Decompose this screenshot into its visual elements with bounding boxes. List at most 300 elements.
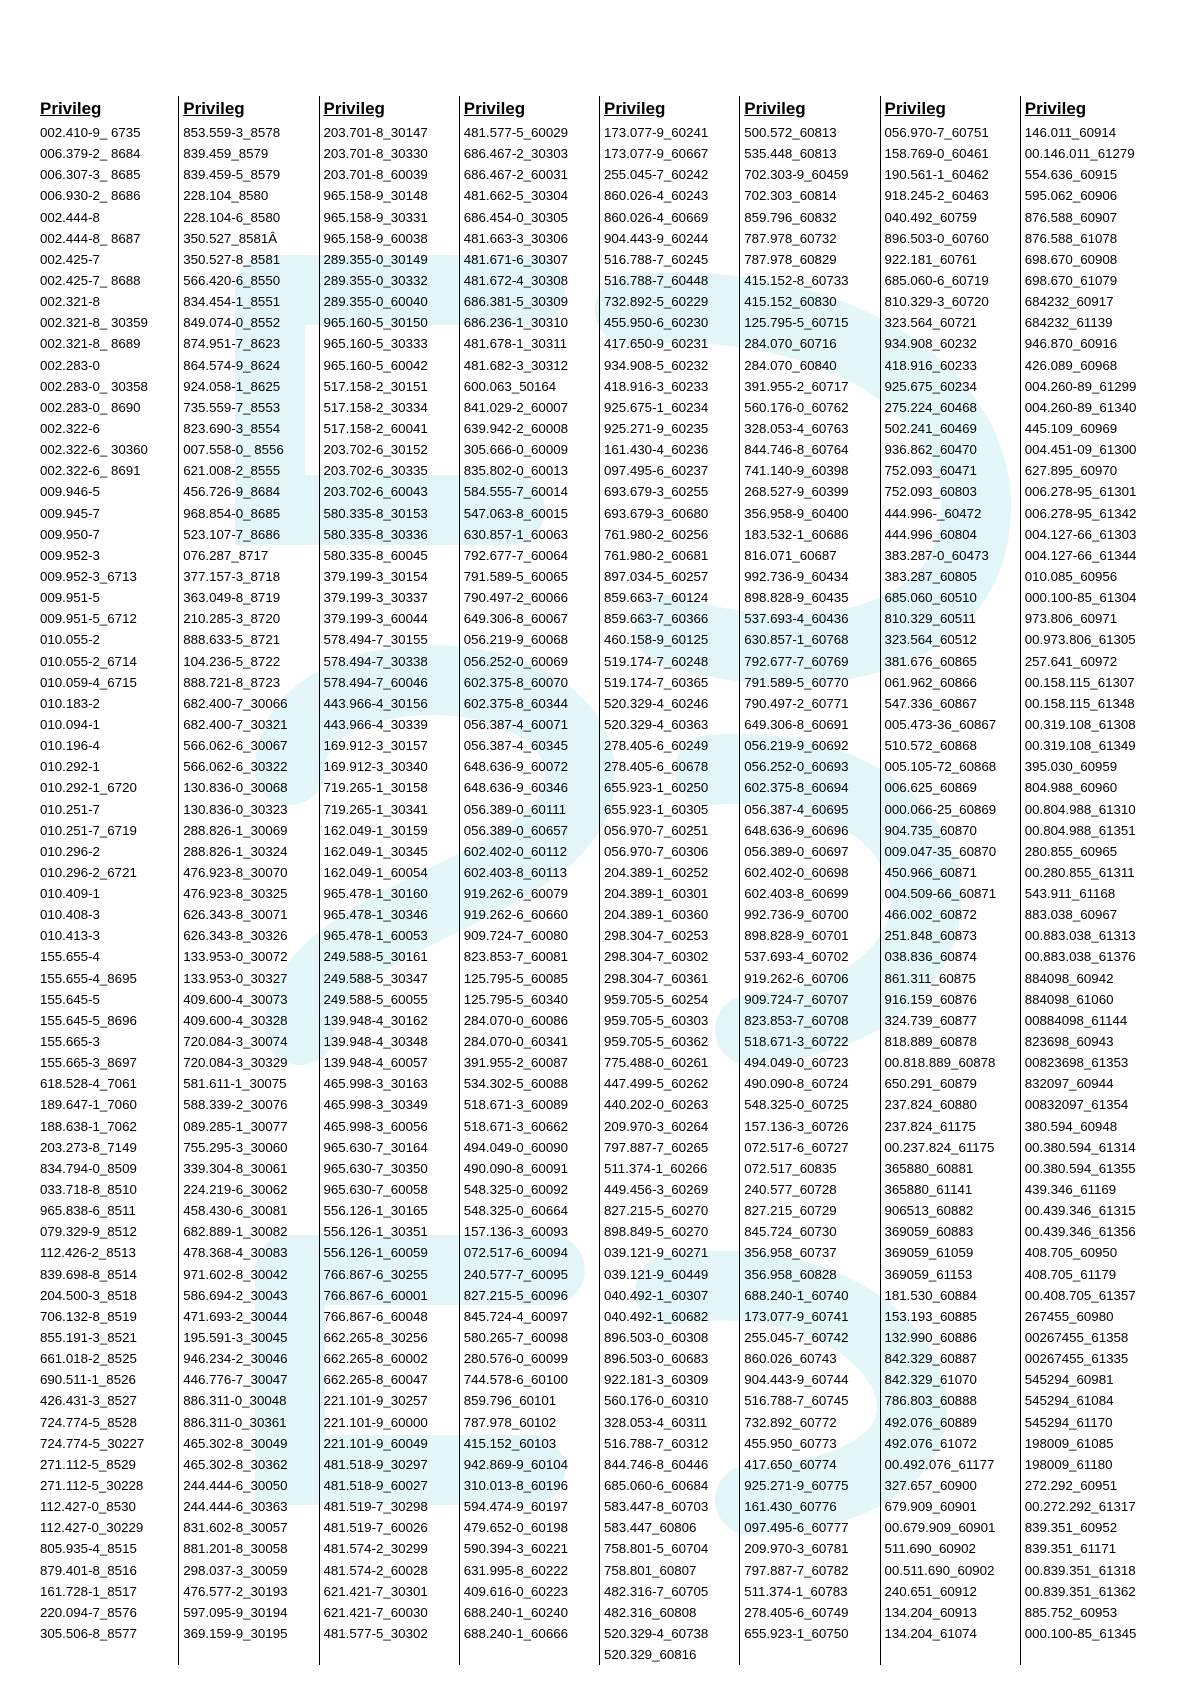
table-cell: 520.329_60816: [604, 1647, 697, 1663]
table-cell: 588.339-2_30076: [183, 1097, 288, 1113]
table-cell: 853.559-3_8578: [183, 125, 281, 140]
table-cell: 859.663-7_60124: [604, 590, 709, 606]
table-cell: 519.174-7_60365: [604, 674, 709, 690]
table-cell: 688.240-1_60740: [744, 1287, 849, 1303]
table-cell: 481.519-7_60026: [323, 1520, 428, 1536]
table-cell: 00832097_61354: [1024, 1097, 1129, 1113]
table-cell: 992.736-9_60700: [744, 907, 849, 923]
table-cell: 904.735_60870: [884, 822, 977, 838]
table-cell: 268.527-9_60399: [744, 484, 849, 500]
table-cell: 621.421-7_30301: [323, 1583, 428, 1599]
table-cell: 919.262-6_60706: [744, 970, 849, 986]
table-cell: 323.564_60512: [884, 632, 977, 648]
table-cell: 189.647-1_7060: [40, 1097, 137, 1113]
table-cell: 719.265-1_30341: [323, 801, 428, 817]
table-cell: 791.589-5_60065: [463, 568, 569, 584]
table-cell: 369059_60883: [884, 1224, 974, 1240]
table-cell: 909.724-7_60080: [463, 928, 569, 944]
table-cell: 255.045-7_60242: [604, 167, 709, 183]
table-cell: 097.495-6_60777: [744, 1520, 849, 1536]
table-cell: 481.662-5_30304: [463, 188, 569, 204]
table-cell: 006.379-2_ 8684: [40, 146, 141, 162]
table-cell: 965.630-7_60058: [323, 1182, 428, 1198]
table-cell: 478.368-4_30083: [183, 1245, 288, 1261]
table-cell: 688.240-1_60666: [463, 1625, 569, 1641]
table-cell: 916.159_60876: [884, 991, 977, 1007]
table-cell: 00.973.806_61305: [1024, 632, 1136, 648]
table-cell: 00.237.824_61175: [884, 1139, 995, 1155]
table-cell: 278.405-6_60678: [604, 759, 709, 775]
table-cell: 752.093_60471: [884, 463, 977, 479]
table-cell: 391.955-2_60087: [463, 1055, 569, 1071]
table-cell: 934.908-5_60232: [604, 357, 709, 373]
table-cell: 158.769-0_60461: [884, 146, 989, 162]
table-cell: 690.511-1_8526: [40, 1372, 136, 1388]
table-cell: 383.287_60805: [884, 568, 977, 584]
table-cell: 685.060_60510: [884, 590, 977, 606]
table-cell: 845.724-4_60097: [463, 1308, 569, 1324]
table-cell: 210.285-3_8720: [183, 611, 281, 627]
table-cell: 039.121-9_60449: [604, 1266, 709, 1282]
table-cell: 130.836-0_30323: [183, 801, 288, 817]
table-cell: 761.980-2_60681: [604, 547, 709, 563]
table-cell: 537.693-4_60702: [744, 949, 849, 965]
table-cell: 267455_60980: [1024, 1308, 1114, 1324]
table-cell: 466.002_60872: [884, 907, 977, 923]
table-cell: 204.389-1_60252: [604, 864, 709, 880]
table-cell: 415.152_60103: [463, 1435, 557, 1451]
table-cell: 002.410-9_ 6735: [40, 125, 141, 140]
table-cell: 516.788-7_60245: [604, 251, 709, 267]
table-cell: 834.454-1_8551: [183, 294, 281, 310]
table-cell: 787.978_60102: [463, 1414, 557, 1430]
table-cell: 732.892-5_60229: [604, 294, 709, 310]
table-cell: 409.600-4_30073: [183, 991, 288, 1007]
table-cell: 481.672-4_30308: [463, 272, 569, 288]
table-cell: 860.026-4_60243: [604, 188, 709, 204]
table-cell: 965.478-1_30346: [323, 907, 428, 923]
table-cell: 922.181-3_60309: [604, 1372, 709, 1388]
table-cell: 602.403-8_60113: [463, 864, 568, 880]
table-cell: 490.090-8_60724: [744, 1076, 849, 1092]
table-cell: 936.862_60470: [884, 442, 977, 458]
column-3: [319, 96, 459, 1665]
table-cell: 685.060-6_60684: [604, 1478, 709, 1493]
table-cell: 881.201-8_30058: [183, 1541, 288, 1557]
table-cell: 992.736-9_60434: [744, 568, 849, 584]
table-cell: 973.806_60971: [1024, 611, 1118, 627]
table-cell: 884098_60942: [1024, 970, 1114, 986]
table-cell: 271.112-5_30228: [40, 1478, 144, 1493]
table-cell: 240.577-7_60095: [463, 1266, 569, 1282]
table-cell: 005.473-36_60867: [884, 716, 997, 732]
table-cell: 072.517-6_60727: [744, 1139, 849, 1155]
table-cell: 133.953-0_30072: [183, 949, 288, 965]
table-cell: 009.946-5: [40, 484, 100, 500]
table-cell: 859.796_60101: [463, 1393, 557, 1409]
table-cell: 959.705-5_60254: [604, 991, 709, 1007]
table-cell: 823.853-7_60708: [744, 1012, 849, 1028]
table-cell: 543.911_61168: [1024, 886, 1116, 902]
table-cell: 662.265-8_30256: [323, 1330, 428, 1346]
table-cell: 000.100-85_61345: [1024, 1625, 1137, 1641]
table-cell: 002.425-7: [40, 251, 100, 267]
table-cell: 203.702-6_30152: [323, 442, 428, 458]
table-cell: 702.303_60814: [744, 188, 837, 204]
table-cell: 481.678-1_30311: [463, 336, 568, 352]
table-cell: 904.443-9_60744: [744, 1372, 849, 1388]
table-cell: 918.245-2_60463: [884, 188, 989, 204]
table-cell: 328.053-4_60311: [604, 1414, 708, 1430]
table-cell: 545294_61170: [1024, 1414, 1113, 1430]
table-cell: 702.303-9_60459: [744, 167, 849, 183]
table-cell: 449.456-3_60269: [604, 1182, 709, 1198]
table-cell: 698.670_60908: [1024, 251, 1118, 267]
table-cell: 00.804.988_61310: [1024, 801, 1136, 817]
table-cell: 580.265-7_60098: [463, 1330, 569, 1346]
table-cell: 896.503-0_60760: [884, 230, 989, 246]
table-cell: 056.387-4_60345: [463, 738, 569, 754]
table-cell: 818.889_60878: [884, 1034, 977, 1050]
table-cell: 621.421-7_60030: [323, 1604, 428, 1620]
table-cell: 377.157-3_8718: [183, 568, 281, 584]
table-cell: 00.492.076_61177: [884, 1456, 995, 1472]
table-cell: 511.374-1_60266: [604, 1160, 708, 1176]
table-cell: 00.679.909_60901: [884, 1520, 996, 1536]
table-cell: 965.160-5_30150: [323, 315, 428, 331]
table-cell: 602.375-8_60694: [744, 780, 849, 796]
table-cell: 827.215-5_60270: [604, 1203, 709, 1219]
table-cell: 203.701-8_30147: [323, 125, 428, 140]
table-cell: 056.389-0_60111: [463, 801, 567, 817]
table-cell: 00.818.889_60878: [884, 1055, 996, 1071]
table-cell: 00.146.011_61279: [1024, 146, 1135, 162]
table-cell: 006.307-3_ 8685: [40, 167, 141, 183]
table-cell: 139.948-4_60057: [323, 1055, 428, 1071]
table-cell: 284.070-0_60086: [463, 1012, 569, 1028]
table-cell: 511.690_60902: [884, 1541, 976, 1557]
table-cell: 925.675-1_60234: [604, 399, 709, 415]
table-cell: 010.055-2: [40, 632, 100, 648]
table-cell: 465.998-3_30349: [323, 1097, 428, 1113]
table-cell: 010.085_60956: [1024, 568, 1118, 584]
table-cell: 859.796_60832: [744, 209, 837, 225]
table-cell: 284.070_60840: [744, 357, 837, 373]
table-cell: 173.077-9_60241: [604, 125, 709, 140]
table-cell: 009.945-7: [40, 505, 100, 521]
table-cell: 581.611-1_30075: [183, 1076, 287, 1092]
table-cell: 792.677-7_60769: [744, 653, 849, 669]
table-cell: 864.574-9_8624: [183, 357, 281, 373]
table-cell: 289.355-0_30332: [323, 272, 428, 288]
table-cell: 481.577-5_30302: [323, 1625, 428, 1641]
table-cell: 741.140-9_60398: [744, 463, 849, 479]
table-cell: 627.895_60970: [1024, 463, 1118, 479]
table-cell: 649.306-8_60691: [744, 716, 849, 732]
table-cell: 510.572_60868: [884, 738, 977, 754]
table-cell: 548.325-0_60725: [744, 1097, 849, 1113]
table-cell: 356.958_60737: [744, 1245, 837, 1261]
table-cell: 209.970-3_60781: [744, 1541, 849, 1557]
table-cell: 000.066-25_60869: [884, 801, 997, 817]
table-cell: 006.278-95_61342: [1024, 505, 1137, 521]
column-6: [739, 96, 879, 1665]
table-cell: 161.430_60776: [744, 1499, 837, 1515]
table-cell: 888.721-8_8723: [183, 674, 281, 690]
table-cell: 298.304-7_60253: [604, 928, 709, 944]
table-cell: 076.287_8717: [183, 547, 269, 563]
table-cell: 959.705-5_60362: [604, 1034, 709, 1050]
table-cell: 010.413-3: [40, 928, 100, 944]
table-cell: 155.655-4_8695: [40, 970, 137, 986]
table-cell: 155.645-5_8696: [40, 1012, 137, 1028]
table-cell: 583.447-8_60703: [604, 1499, 709, 1515]
table-cell: 766.867-6_30255: [323, 1266, 428, 1282]
table-cell: 934.908_60232: [884, 336, 977, 352]
table-cell: 010.094-1: [40, 716, 100, 732]
table-cell: 775.488-0_60261: [604, 1055, 709, 1071]
table-cell: 556.126-1_30165: [323, 1203, 428, 1219]
table-cell: 724.774-5_8528: [40, 1414, 137, 1430]
table-cell: 010.251-7_6719: [40, 822, 137, 838]
table-cell: 679.909_60901: [884, 1499, 977, 1515]
table-cell: 278.405-6_60249: [604, 738, 709, 754]
column-header: Privileg: [40, 99, 102, 118]
table-cell: 056.389-0_60697: [744, 843, 849, 859]
table-cell: 844.746-8_60764: [744, 442, 849, 458]
table-cell: 004.451-09_61300: [1024, 442, 1137, 458]
column-7: [880, 96, 1020, 1665]
table-cell: 460.158-9_60125: [604, 632, 709, 648]
table-cell: 787.978_60829: [744, 251, 837, 267]
table-cell: 481.577-5_60029: [463, 125, 569, 140]
table-cell: 518.671-3_60722: [744, 1034, 849, 1050]
table-cell: 379.199-3_30154: [323, 568, 428, 584]
table-cell: 039.121-9_60271: [604, 1245, 709, 1261]
table-cell: 686.467-2_60031: [463, 167, 569, 183]
table-cell: 965.160-5_30333: [323, 336, 428, 352]
table-cell: 844.746-8_60446: [604, 1456, 709, 1472]
table-cell: 919.262-6_60660: [463, 907, 569, 923]
table-cell: 155.665-3_8697: [40, 1055, 137, 1071]
table-cell: 00.158.115_61348: [1024, 695, 1135, 711]
table-cell: 284.070_60716: [744, 336, 837, 352]
table-cell: 686.236-1_30310: [463, 315, 569, 331]
table-cell: 010.196-4: [40, 738, 100, 754]
table-cell: 162.049-1_30159: [323, 822, 428, 838]
table-cell: 408.705_61179: [1024, 1266, 1117, 1282]
table-cell: 455.950_60773: [744, 1435, 837, 1451]
table-cell: 139.948-4_30348: [323, 1034, 428, 1050]
table-cell: 162.049-1_60054: [323, 864, 428, 880]
table-cell: 534.302-5_60088: [463, 1076, 569, 1092]
table-cell: 481.519-7_30298: [323, 1499, 428, 1515]
table-cell: 00.439.346_61315: [1024, 1203, 1136, 1219]
table-cell: 002.444-8_ 8687: [40, 230, 141, 246]
table-cell: 535.448_60813: [744, 146, 837, 162]
table-cell: 350.527_8581Â: [183, 230, 278, 246]
table-cell: 823.690-3_8554: [183, 420, 281, 436]
table-cell: 00.380.594_61355: [1024, 1160, 1136, 1176]
table-cell: 289.355-0_60040: [323, 294, 428, 310]
table-cell: 204.389-1_60360: [604, 907, 709, 923]
table-cell: 621.008-2_8555: [183, 463, 281, 479]
table-cell: 942.869-9_60104: [463, 1456, 569, 1472]
table-cell: 839.698-8_8514: [40, 1266, 137, 1282]
table-cell: 849.074-0_8552: [183, 315, 281, 331]
table-cell: 363.049-8_8719: [183, 590, 281, 606]
table-cell: 275.224_60468: [884, 399, 977, 415]
table-cell: 560.176-0_60762: [744, 399, 849, 415]
table-cell: 511.374-1_60783: [744, 1583, 848, 1599]
table-cell: 221.101-9_60000: [323, 1414, 428, 1430]
table-cell: 924.058-1_8625: [183, 378, 281, 394]
table-cell: 181.530_60884: [884, 1287, 977, 1303]
table-cell: 693.679-3_60680: [604, 505, 709, 521]
table-cell: 056.387-4_60695: [744, 801, 849, 817]
table-cell: 791.589-5_60770: [744, 674, 849, 690]
table-cell: 00.839.351_61362: [1024, 1583, 1136, 1599]
table-cell: 965.630-7_30164: [323, 1139, 428, 1155]
table-cell: 00267455_61335: [1024, 1351, 1129, 1367]
table-cell: 310.013-8_60196: [463, 1478, 569, 1493]
table-cell: 965.158-9_30148: [323, 188, 428, 204]
table-cell: 965.838-6_8511: [40, 1203, 136, 1219]
table-cell: 134.204_60913: [884, 1604, 977, 1620]
table-cell: 516.788-7_60448: [604, 272, 709, 288]
table-cell: 00.319.108_61308: [1024, 716, 1136, 732]
table-cell: 356.958_60828: [744, 1266, 837, 1282]
table-cell: 523.107-7_8686: [183, 526, 281, 542]
table-cell: 639.942-2_60008: [463, 420, 569, 436]
table-cell: 255.045-7_60742: [744, 1330, 849, 1346]
table-cell: 228.104_8580: [183, 188, 269, 204]
table-cell: 597.095-9_30194: [183, 1604, 288, 1620]
table-cell: 682.400-7_30321: [183, 716, 288, 732]
table-cell: 804.988_60960: [1024, 780, 1118, 796]
table-cell: 444.996_60804: [884, 526, 977, 542]
table-cell: 827.215_60729: [744, 1203, 837, 1219]
table-cell: 169.912-3_30340: [323, 759, 428, 775]
table-cell: 859.663-7_60366: [604, 611, 709, 627]
table-cell: 249.588-5_30347: [323, 970, 428, 986]
column-1: [38, 96, 178, 1665]
table-cell: 00823698_61353: [1024, 1055, 1129, 1071]
table-cell: 834.794-0_8509: [40, 1160, 137, 1176]
table-cell: 221.101-9_60049: [323, 1435, 428, 1451]
table-cell: 00.408.705_61357: [1024, 1287, 1136, 1303]
table-cell: 221.101-9_30257: [323, 1393, 428, 1409]
table-cell: 971.602-8_30042: [183, 1266, 288, 1282]
table-cell: 155.655-4: [40, 949, 100, 965]
table-cell: 698.670_61079: [1024, 272, 1118, 288]
table-cell: 919.262-6_60079: [463, 886, 569, 902]
table-cell: 379.199-3_60044: [323, 611, 428, 627]
table-cell: 490.090-8_60091: [463, 1160, 569, 1176]
table-cell: 832097_60944: [1024, 1076, 1114, 1092]
table-cell: 237.824_61175: [884, 1118, 976, 1134]
table-cell: 965.158-9_60038: [323, 230, 428, 246]
table-cell: 00884098_61144: [1024, 1012, 1128, 1028]
table-cell: 112.427-0_8530: [40, 1499, 136, 1515]
table-cell: 155.645-5: [40, 991, 100, 1007]
table-cell: 520.329-4_60738: [604, 1625, 709, 1641]
table-cell: 720.084-3_30329: [183, 1055, 288, 1071]
table-cell: 010.296-2_6721: [40, 864, 137, 880]
table-cell: 134.204_61074: [884, 1625, 977, 1641]
table-cell: 839.351_60952: [1024, 1520, 1118, 1536]
table-cell: 648.636-9_60696: [744, 822, 849, 838]
table-cell: 630.857-1_60768: [744, 632, 849, 648]
table-cell: 684232_61139: [1024, 315, 1113, 331]
table-cell: 391.955-2_60717: [744, 378, 849, 394]
table-cell: 240.651_60912: [884, 1583, 977, 1599]
column-2: [178, 96, 318, 1665]
table-cell: 883.038_60967: [1024, 907, 1118, 923]
table-cell: 244.444-6_30363: [183, 1499, 288, 1515]
table-cell: 455.950-6_60230: [604, 315, 709, 331]
table-cell: 602.375-8_60070: [463, 674, 569, 690]
table-cell: 369.159-9_30195: [183, 1625, 288, 1641]
table-cell: 584.555-7_60014: [463, 484, 569, 500]
table-cell: 323.564_60721: [884, 315, 977, 331]
table-cell: 682.889-1_30082: [183, 1224, 288, 1240]
table-cell: 580.335-8_60045: [323, 547, 428, 563]
table-cell: 465.302-8_30362: [183, 1456, 288, 1472]
table-cell: 203.702-6_30335: [323, 463, 428, 479]
table-cell: 516.788-7_60745: [744, 1393, 849, 1409]
table-cell: 842.329_61070: [884, 1372, 977, 1388]
table-cell: 548.325-0_60092: [463, 1182, 569, 1198]
table-cell: 010.292-1_6720: [40, 780, 137, 796]
table-cell: 481.574-2_30299: [323, 1541, 428, 1557]
table-cell: 415.152_60830: [744, 294, 837, 310]
table-cell: 520.329-4_60246: [604, 695, 709, 711]
table-cell: 786.803_60888: [884, 1393, 977, 1409]
table-cell: 061.962_60866: [884, 674, 977, 690]
table-cell: 010.409-1: [40, 886, 100, 902]
table-cell: 204.389-1_60301: [604, 886, 709, 902]
table-cell: 271.112-5_8529: [40, 1456, 136, 1472]
table-cell: 602.403-8_60699: [744, 886, 849, 902]
table-cell: 240.577_60728: [744, 1182, 837, 1198]
table-cell: 855.191-3_8521: [40, 1330, 137, 1346]
table-cell: 056.389-0_60657: [463, 822, 569, 838]
table-cell: 280.576-0_60099: [463, 1351, 569, 1367]
table-cell: 896.503-0_60308: [604, 1330, 709, 1346]
table-cell: 810.329-3_60720: [884, 294, 989, 310]
table-cell: 685.060-6_60719: [884, 272, 989, 288]
table-cell: 426.089_60968: [1024, 357, 1118, 373]
table-cell: 602.375-8_60344: [463, 695, 569, 711]
table-cell: 554.636_60915: [1024, 167, 1118, 183]
table-cell: 190.561-1_60462: [884, 167, 989, 183]
table-cell: 010.251-7: [40, 801, 100, 817]
table-cell: 339.304-8_30061: [183, 1160, 288, 1176]
table-cell: 456.726-9_8684: [183, 484, 281, 500]
table-cell: 056.219-9_60692: [744, 738, 849, 754]
table-cell: 655.923-1_60750: [744, 1625, 849, 1641]
table-cell: 586.694-2_30043: [183, 1287, 288, 1303]
column-8: [1020, 96, 1160, 1665]
table-cell: 476.923-8_30325: [183, 886, 288, 902]
table-cell: 602.402-0_60112: [463, 843, 568, 859]
table-cell: 009.952-3_6713: [40, 568, 137, 584]
table-cell: 00.380.594_61314: [1024, 1139, 1136, 1155]
table-cell: 797.887-7_60782: [744, 1562, 849, 1578]
table-cell: 590.394-3_60221: [463, 1541, 569, 1557]
table-cell: 447.499-5_60262: [604, 1076, 709, 1092]
